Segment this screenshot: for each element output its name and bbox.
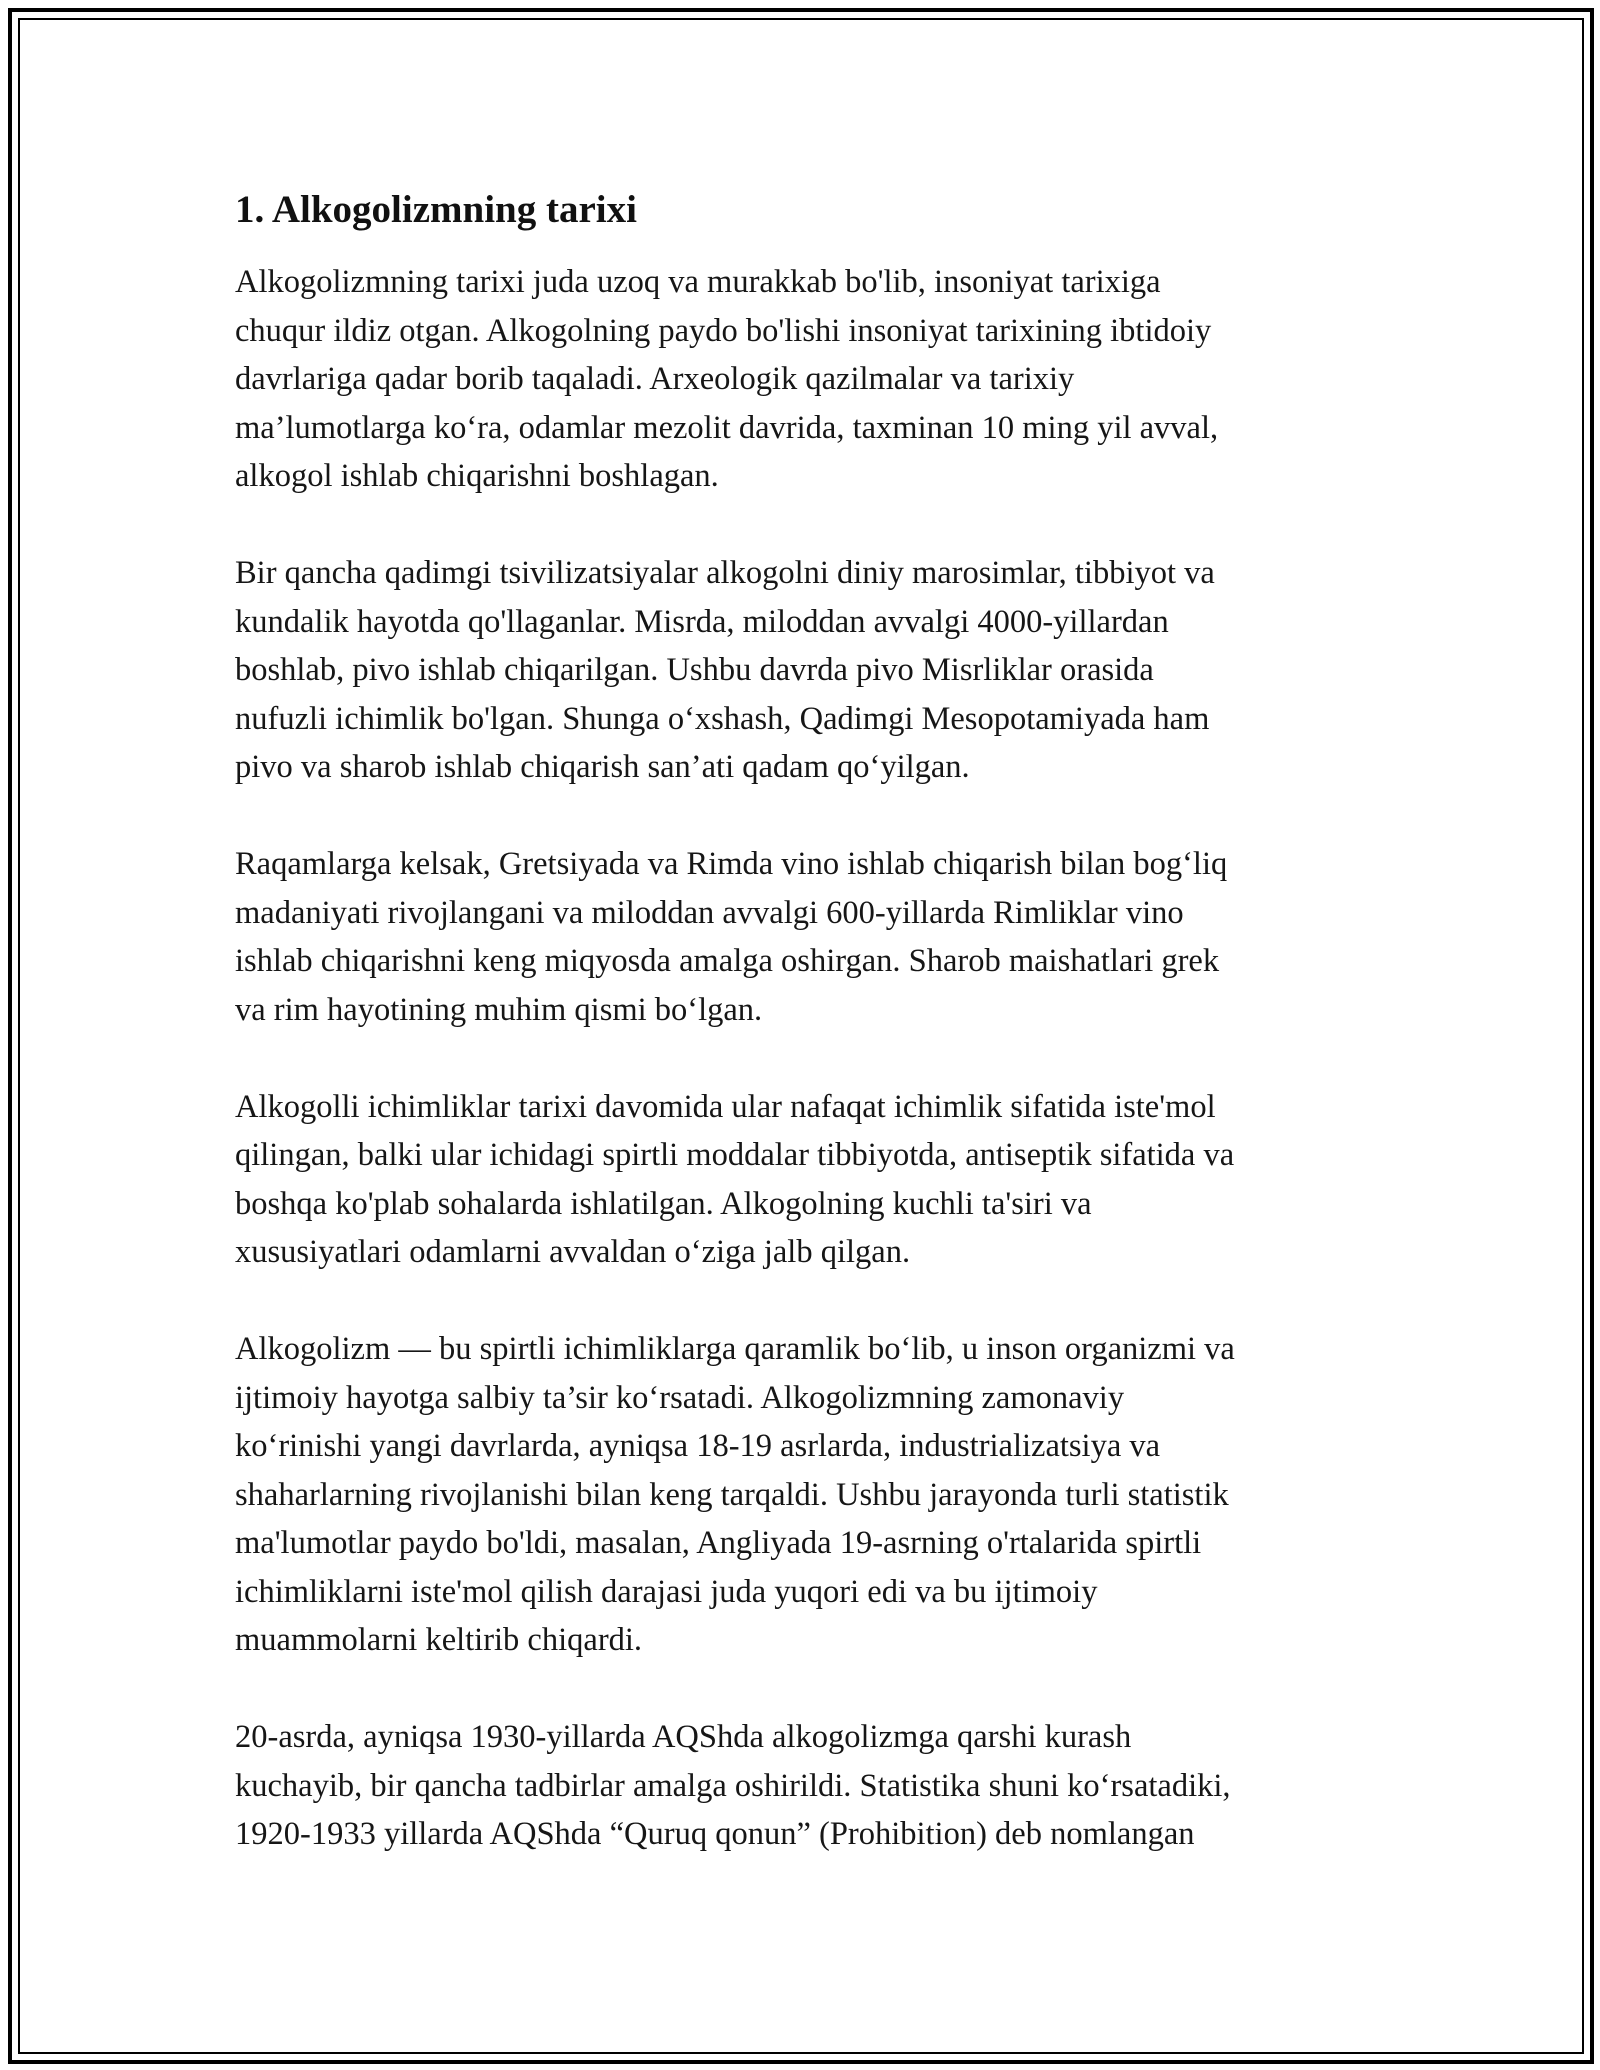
document-body [235, 186, 1375, 1907]
text-line: Alkogolizm — bu spirtli ichimliklarga qaramlik bo‘lib, u inson organizmi va [235, 1331, 1235, 1367]
text-line: qilingan, balki ular ichidagi spirtli moddalar tibbiyotda, antiseptik sifatida va [235, 1137, 1235, 1173]
section-heading: 1. Alkogolizmning tarixi [235, 188, 637, 231]
text-line: Raqamlarga kelsak, Gretsiyada va Rimda vino ishlab chiqarish bilan bog‘liq [235, 846, 1228, 882]
text-line: Alkogolizmning tarixi juda uzoq va murakkab bo'lib, insoniyat tarixiga [235, 264, 1161, 300]
text-line: ma'lumotlar paydo bo'ldi, masalan, Angliyada 19-asrning o'rtalarida spirtli [235, 1525, 1202, 1561]
paragraph-3 [235, 840, 1375, 1034]
text-line: madaniyati rivojlangani va miloddan avvalgi 600-yillarda Rimliklar vino [235, 894, 1184, 931]
text-line: ma’lumotlarga ko‘ra, odamlar mezolit davrida, taxminan 10 ming yil avval, [235, 409, 1219, 446]
text-line: 1920-1933 yillarda AQShda “Quruq qonun” (Prohibition) deb nomlangan [235, 1816, 1195, 1852]
paragraph-5 [235, 1325, 1375, 1665]
text-line: Alkogolli ichimliklar tarixi davomida ular nafaqat ichimlik sifatida iste'mol [235, 1088, 1216, 1125]
text-line: kuchayib, bir qancha tadbirlar amalga oshirildi. Statistika shuni ko‘rsatadiki, [235, 1767, 1231, 1804]
text-line: va rim hayotining muhim qismi bo‘lgan. [235, 991, 763, 1028]
text-line: shaharlarning rivojlanishi bilan keng tarqaldi. Ushbu jarayonda turli statistik [235, 1476, 1229, 1513]
text-line: Bir qancha qadimgi tsivilizatsiyalar alkogolni diniy marosimlar, tibbiyot va [235, 555, 1215, 591]
text-line: nufuzli ichimlik bo'lgan. Shunga o‘xshash, Qadimgi Mesopotamiyada ham [235, 700, 1210, 737]
text-line: ichimliklarni iste'mol qilish darajasi juda yuqori edi va bu ijtimoiy [235, 1573, 1098, 1610]
paragraph-6 [235, 1713, 1375, 1859]
paragraph-2 [235, 549, 1375, 792]
paragraph-4 [235, 1083, 1375, 1277]
text-line: kundalik hayotda qo'llaganlar. Misrda, miloddan avvalgi 4000-yillardan [235, 603, 1169, 640]
text-line: pivo va sharob ishlab chiqarish san’ati qadam qo‘yilgan. [235, 749, 970, 785]
text-line: ko‘rinishi yangi davrlarda, ayniqsa 18-19 asrlarda, industrializatsiya va [235, 1428, 1161, 1464]
text-line: boshqa ko'plab sohalarda ishlatilgan. Alkogolning kuchli ta'siri va [235, 1185, 1092, 1222]
text-line: davrlariga qadar borib taqaladi. Arxeologik qazilmalar va tarixiy [235, 361, 1075, 397]
text-line: boshlab, pivo ishlab chiqarilgan. Ushbu davrda pivo Misrliklar orasida [235, 652, 1154, 688]
text-line: chuqur ildiz otgan. Alkogolning paydo bo'lishi insoniyat tarixining ibtidoiy [235, 312, 1212, 349]
text-line: alkogol ishlab chiqarishni boshlagan. [235, 458, 719, 494]
text-line: 20-asrda, ayniqsa 1930-yillarda AQShda alkogolizmga qarshi kurash [235, 1719, 1132, 1755]
paragraph-1 [235, 258, 1375, 501]
text-line: muammolarni keltirib chiqardi. [235, 1622, 643, 1658]
text-line: ishlab chiqarishni keng miqyosda amalga oshirgan. Sharob maishatlari grek [235, 943, 1220, 979]
text-line: xususiyatlari odamlarni avvaldan o‘ziga jalb qilgan. [235, 1234, 911, 1270]
text-line: ijtimoiy hayotga salbiy ta’sir ko‘rsatadi. Alkogolizmning zamonaviy [235, 1379, 1125, 1416]
